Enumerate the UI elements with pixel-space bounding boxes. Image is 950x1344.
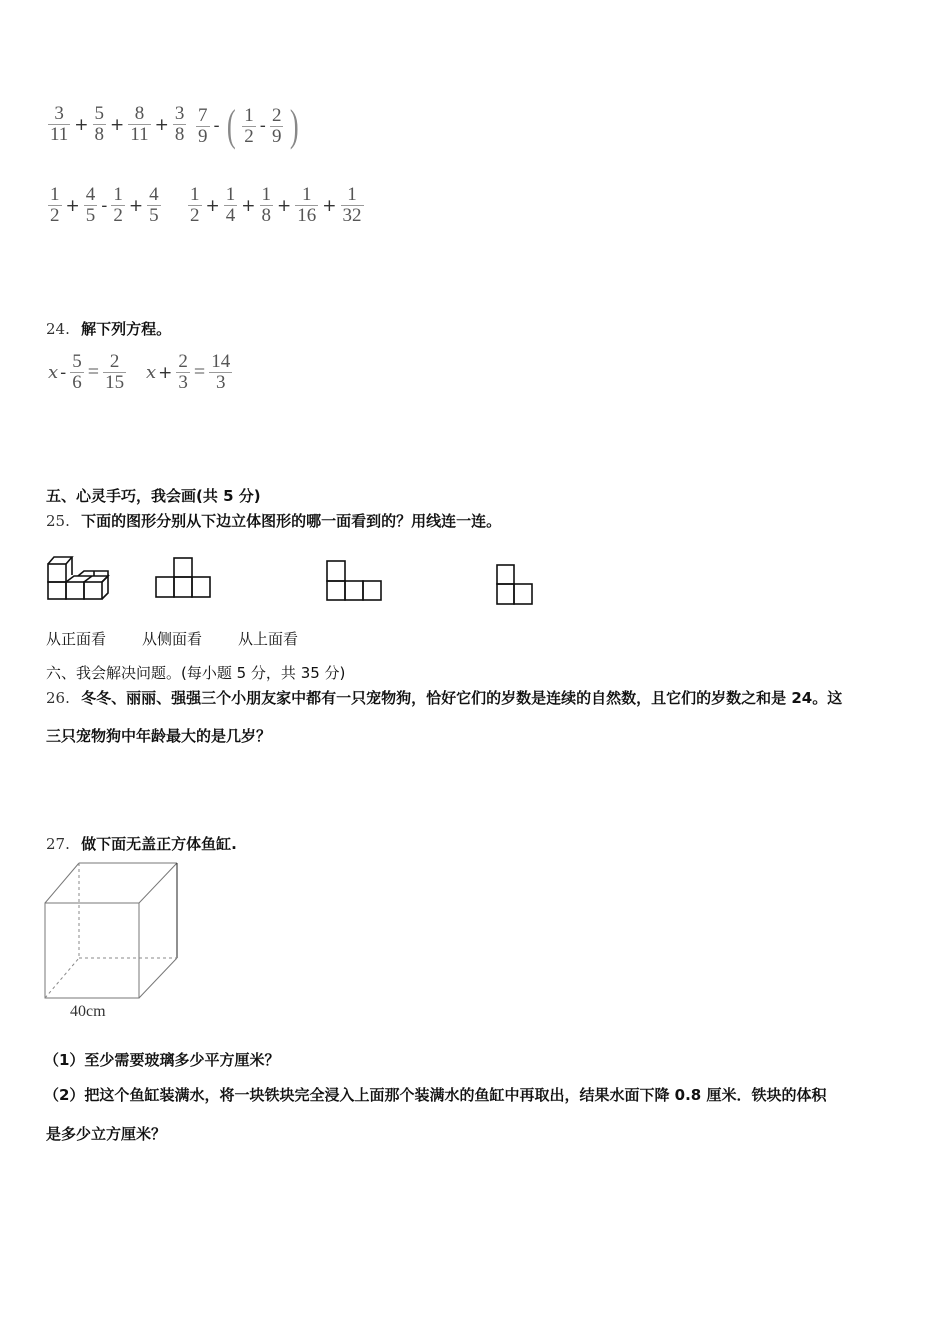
question-27-sub-1: （1）至少需要玻璃多少平方厘米？ [44,1051,280,1069]
section-5-heading: 五、心灵手巧，我会画(共 5 分) [46,487,261,505]
equals-sign: = [193,361,206,383]
question-26-line-1 [46,689,842,707]
question-number: 26. [46,689,70,707]
fraction [48,104,70,145]
numerator: 1 [244,104,254,126]
numerator: 1 [347,184,357,205]
numerator: 1 [113,184,123,205]
fraction [93,104,107,145]
denominator: 2 [113,205,123,226]
fraction [270,106,284,147]
section-6-heading: 六、我会解决问题。(每小题 5 分，共 35 分) [46,664,346,682]
numerator: 1 [261,184,271,205]
numerator: 2 [178,351,188,372]
numerator: 7 [198,104,208,126]
operator: + [74,114,89,135]
operator: - [259,116,266,136]
numerator: 14 [211,351,231,372]
denominator: 6 [72,372,82,393]
variable: x [48,362,59,383]
numerator: 1 [225,184,236,205]
question-26-line-2: 三只宠物狗中年龄最大的是几岁？ [46,727,272,745]
denominator: 16 [297,205,317,226]
numerator: 2 [109,351,120,372]
view-label-side: 从侧面看 [142,630,203,648]
numerator: 1 [50,184,60,205]
question-27-sub-2-line-2: 是多少立方厘米？ [46,1125,167,1143]
operator: + [65,195,80,216]
operator: + [158,362,173,383]
question-text: 冬冬、丽丽、强强三个小朋友家中都有一只宠物狗，恰好它们的岁数是连续的自然数，且它们的岁数之和是 24。这 [81,689,843,707]
denominator: 2 [244,125,254,147]
numerator: 4 [149,184,159,205]
fraction [176,352,190,393]
numerator: 8 [134,103,145,124]
question-24-heading [46,320,171,338]
question-text: 下面的图形分别从下边立体图形的哪一面看到的？用线连一连。 [81,512,502,530]
question-number: 24. [46,320,70,338]
fraction [242,106,256,147]
view-figure-t-shape [155,556,211,600]
numerator: 1 [190,184,200,205]
question-text: 解下列方程。 [81,320,172,338]
denominator: 4 [225,205,236,226]
question-25-heading [46,512,501,530]
operator: + [110,114,125,135]
view-figure-l-shape [326,559,382,603]
view-label-top: 从上面看 [238,630,299,648]
denominator: 9 [271,125,282,147]
calc-expression-1 [46,104,188,145]
equation-2 [146,352,234,393]
operator: + [205,195,220,216]
fraction [84,185,98,226]
numerator: 3 [54,103,64,124]
numerator: 1 [302,184,312,205]
calc-expression-2 [194,101,304,150]
fraction [103,352,126,393]
denominator: 3 [215,372,226,393]
denominator: 8 [261,205,271,226]
question-27-heading [46,835,237,853]
parenthesis: ) [290,101,300,150]
variable: x [146,362,157,383]
denominator: 3 [178,372,188,393]
view-figure-small-l-shape [496,563,536,607]
equation-1 [48,352,128,393]
question-number: 25. [46,512,70,530]
fraction [224,185,238,226]
fraction [111,185,125,226]
cube-diagram [44,862,184,1002]
denominator: 5 [85,205,96,226]
operator: + [128,195,144,216]
denominator: 15 [105,372,125,393]
fraction [147,185,161,226]
denominator: 8 [94,124,105,145]
view-label-front: 从正面看 [46,630,107,648]
calc-expression-3 [46,185,163,226]
numerator: 4 [85,184,96,205]
denominator: 5 [149,205,159,226]
fraction [295,185,318,226]
denominator: 8 [174,124,185,145]
fraction [48,185,62,226]
fraction [209,352,232,393]
operator: + [322,195,337,216]
equals-sign: = [87,361,100,383]
denominator: 32 [342,205,362,226]
question-27-sub-2-line-1: （2）把这个鱼缸装满水，将一块铁块完全浸入上面那个装满水的鱼缸中再取出，结果水面下降 0.8 厘米．铁块的体积 [44,1086,827,1104]
operator: + [241,195,256,216]
fraction [341,185,364,226]
denominator: 11 [130,124,149,145]
cube-dimension-label: 40cm [70,1003,106,1020]
denominator: 2 [50,205,60,226]
question-number: 27. [46,835,70,853]
denominator: 11 [50,124,69,145]
calc-expression-4 [186,185,366,226]
operator: - [213,116,220,136]
operator: - [101,195,108,216]
fraction [128,104,150,145]
numerator: 2 [271,104,282,126]
question-text: 做下面无盖正方体鱼缸. [81,835,237,853]
parenthesis: ( [226,101,236,150]
fraction [173,104,187,145]
operator: + [277,195,292,216]
fraction [196,106,210,147]
denominator: 9 [198,125,208,147]
operator: - [60,362,67,383]
numerator: 5 [72,351,82,372]
solid-figure-cubes [44,550,124,605]
numerator: 5 [94,103,105,124]
numerator: 3 [174,103,185,124]
fraction [188,185,202,226]
operator: + [154,114,169,135]
denominator: 2 [190,205,200,226]
fraction [260,185,274,226]
fraction [70,352,84,393]
